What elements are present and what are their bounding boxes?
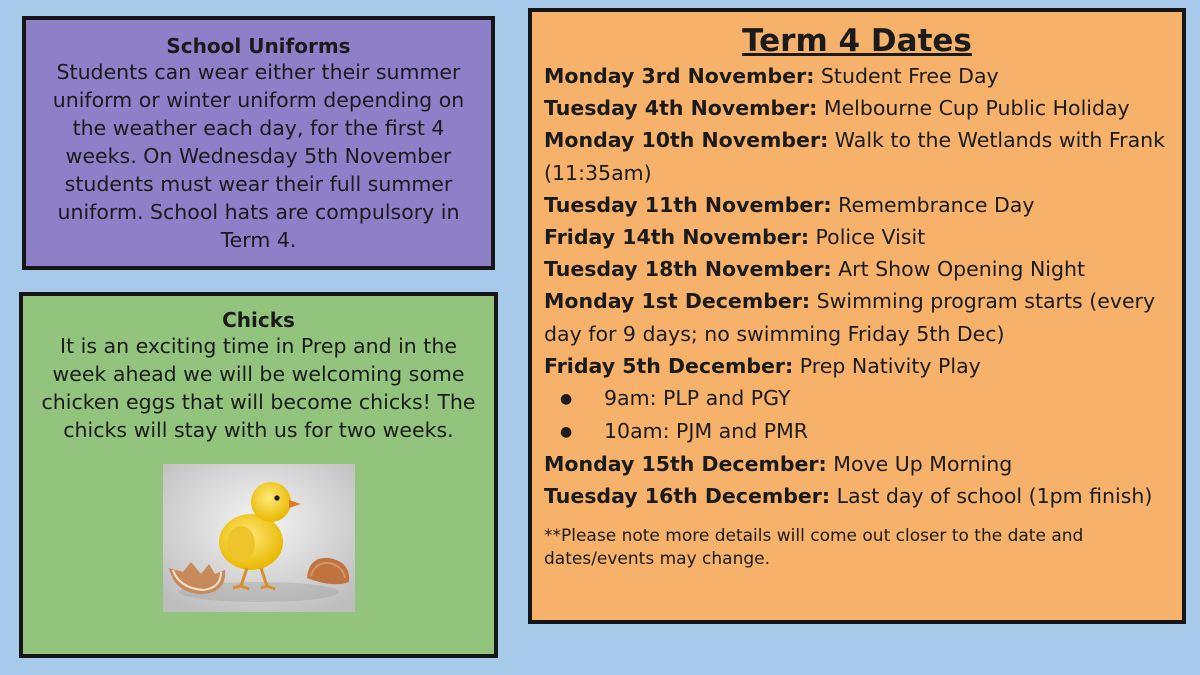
event-item [544, 480, 1170, 512]
event-text: Swimming program starts (every day for 9 days; no swimming Friday 5th Dec) [544, 289, 1156, 346]
event-text: Walk to the Wetlands with Frank (11:35am) [544, 128, 1165, 185]
session-text: 9am: PLP and PGY [604, 386, 791, 411]
event-text: Last day of school (1pm finish) [830, 484, 1153, 509]
event-date: Tuesday 4th November: [544, 96, 818, 121]
event-item [544, 350, 1170, 382]
event-date: Friday 14th November: [544, 225, 810, 250]
event-item [544, 448, 1170, 480]
event-item [544, 221, 1170, 253]
session-text: 10am: PJM and PMR [604, 419, 809, 444]
bullet-icon: ● [560, 390, 573, 407]
event-date: Monday 15th December: [544, 452, 827, 477]
event-text: Student Free Day [814, 64, 999, 88]
school-uniforms-card [22, 16, 495, 270]
event-item [544, 124, 1170, 188]
event-list [544, 60, 1170, 513]
event-item [544, 60, 1170, 92]
event-text: Art Show Opening Night [831, 257, 1086, 282]
session-item [544, 415, 1170, 448]
event-text: Move Up Morning [826, 452, 1013, 477]
event-date: Tuesday 18th November: [544, 257, 832, 282]
event-item [544, 285, 1170, 349]
event-date: Monday 1st December: [544, 289, 811, 314]
event-date: Monday 10th November: [544, 128, 829, 153]
event-date: Monday 3rd November: [544, 64, 815, 88]
chicks-card [19, 292, 498, 658]
event-date: Friday 5th December: [544, 353, 794, 378]
school-uniforms-title: School Uniforms [166, 34, 351, 58]
session-item [544, 382, 1170, 415]
chicks-title: Chicks [222, 308, 295, 332]
event-date: Tuesday 11th November: [544, 192, 832, 217]
event-item [544, 253, 1170, 285]
chick-hatching-image [163, 464, 355, 612]
event-text: Remembrance Day [831, 192, 1035, 217]
school-uniforms-text: Students can wear either their summer uniform or winter uniform depending on the weather each day, for the first 4 weeks. On Wednesday 5th November students must wear their full summer uniform. School hats are compulsory in Term 4. [52, 60, 465, 252]
event-text: Police Visit [809, 225, 926, 250]
nativity-session-list [544, 382, 1170, 448]
disclaimer-note: **Please note more details will come out closer to the date and dates/events may change. [544, 525, 1084, 569]
term-dates-card [528, 8, 1186, 624]
event-item [544, 92, 1170, 124]
term-dates-title: Term 4 Dates [742, 23, 972, 59]
bullet-icon: ● [560, 424, 573, 441]
event-text: Melbourne Cup Public Holiday [817, 96, 1130, 121]
event-text: Prep Nativity Play [793, 353, 981, 378]
chicks-text: It is an exciting time in Prep and in the week ahead we will be welcoming some chicken eggs that will become chicks! The chicks will stay with us for two weeks. [41, 334, 476, 442]
event-item [544, 189, 1170, 221]
event-date: Tuesday 16th December: [544, 484, 831, 509]
